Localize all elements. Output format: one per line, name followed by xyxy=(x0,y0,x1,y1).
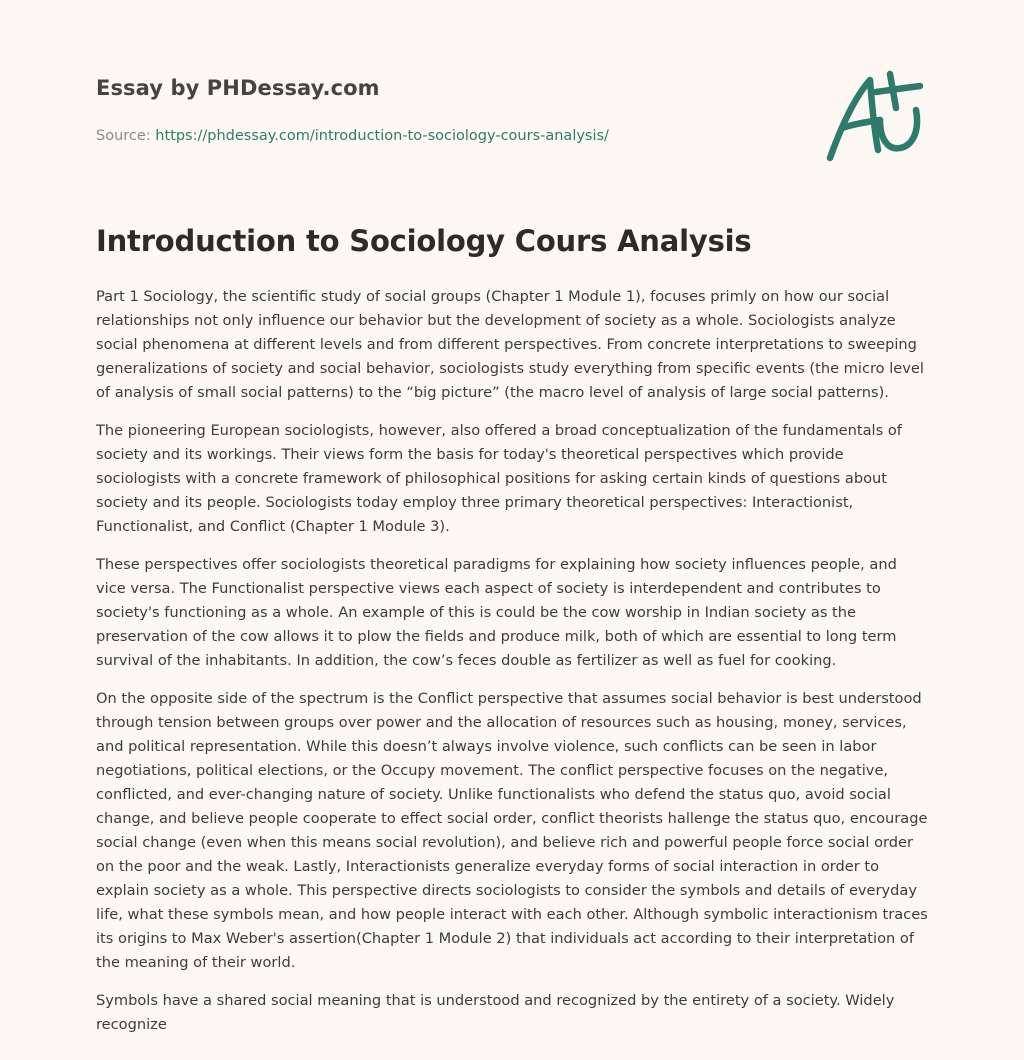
source-label: Source: xyxy=(96,128,156,144)
essay-paragraph: These perspectives offer sociologists theoretical paradigms for explaining how society influences people, and vice versa. The Functionalist perspective views each aspect of society is interdependent and contributes to society's functioning as a whole. An example of this is could be the cow worship in Indian society as the preservation of the cow allows it to plow the fields and produce milk, both of which are essential to long term survival of the inhabitants. In addition, the cow’s feces double as fertilizer as well as fuel for cooking. xyxy=(96,556,897,669)
essay-header xyxy=(96,76,796,144)
essay-paragraph: The pioneering European sociologists, however, also offered a broad conceptualization of the fundamentals of society and its workings. Their views form the basis for today's theoretical perspectives which provide sociologists with a concrete framework of philosophical positions for asking certain kinds of questions about society and its people. Sociologists today employ three primary theoretical perspectives: Interactionist, Functionalist, and Conflict (Chapter 1 Module 3). xyxy=(96,422,902,535)
source-line xyxy=(96,128,796,144)
site-brand: Essay by PHDessay.com xyxy=(96,76,380,100)
essay-body xyxy=(96,285,928,1051)
essay-paragraph: Part 1 Sociology, the scientific study of social groups (Chapter 1 Module 1), focuses primly on how our social relationships not only influence our behavior but the development of society as a whole. Sociologists analyze social phenomena at different levels and from different perspectives. From concrete interpretations to sweeping generalizations of society and social behavior, sociologists study everything from specific events (the micro level of analysis of small social patterns) to the “big picture” (the macro level of analysis of large social patterns). xyxy=(96,288,924,401)
a-plus-grade-icon xyxy=(824,68,928,164)
essay-paragraph: Symbols have a shared social meaning that is understood and recognized by the entirety of a society. Widely recognize xyxy=(96,992,895,1033)
source-link[interactable]: https://phdessay.com/introduction-to-sociology-cours-analysis/ xyxy=(155,128,609,144)
essay-title: Introduction to Sociology Cours Analysis xyxy=(96,224,752,258)
essay-paragraph: On the opposite side of the spectrum is the Conflict perspective that assumes social behavior is best understood through tension between groups over power and the allocation of resources such as housing, money, services, and political representation. While this doesn’t always involve violence, such conflicts can be seen in labor negotiations, political elections, or the Occupy movement. The conflict perspective focuses on the negative, conflicted, and ever-changing nature of society. Unlike functionalists who defend the status quo, avoid social change, and believe people cooperate to effect social order, conflict theorists hallenge the status quo, encourage social change (even when this means social revolution), and believe rich and powerful people force social order on the poor and the weak. Lastly, Interactionists generalize everyday forms of social interaction in order to explain society as a whole. This perspective directs sociologists to consider the symbols and details of everyday life, what these symbols mean, and how people interact with each other. Although symbolic interactionism traces its origins to Max Weber's assertion(Chapter 1 Module 2) that individuals act according to their interpretation of the meaning of their world. xyxy=(96,690,928,971)
